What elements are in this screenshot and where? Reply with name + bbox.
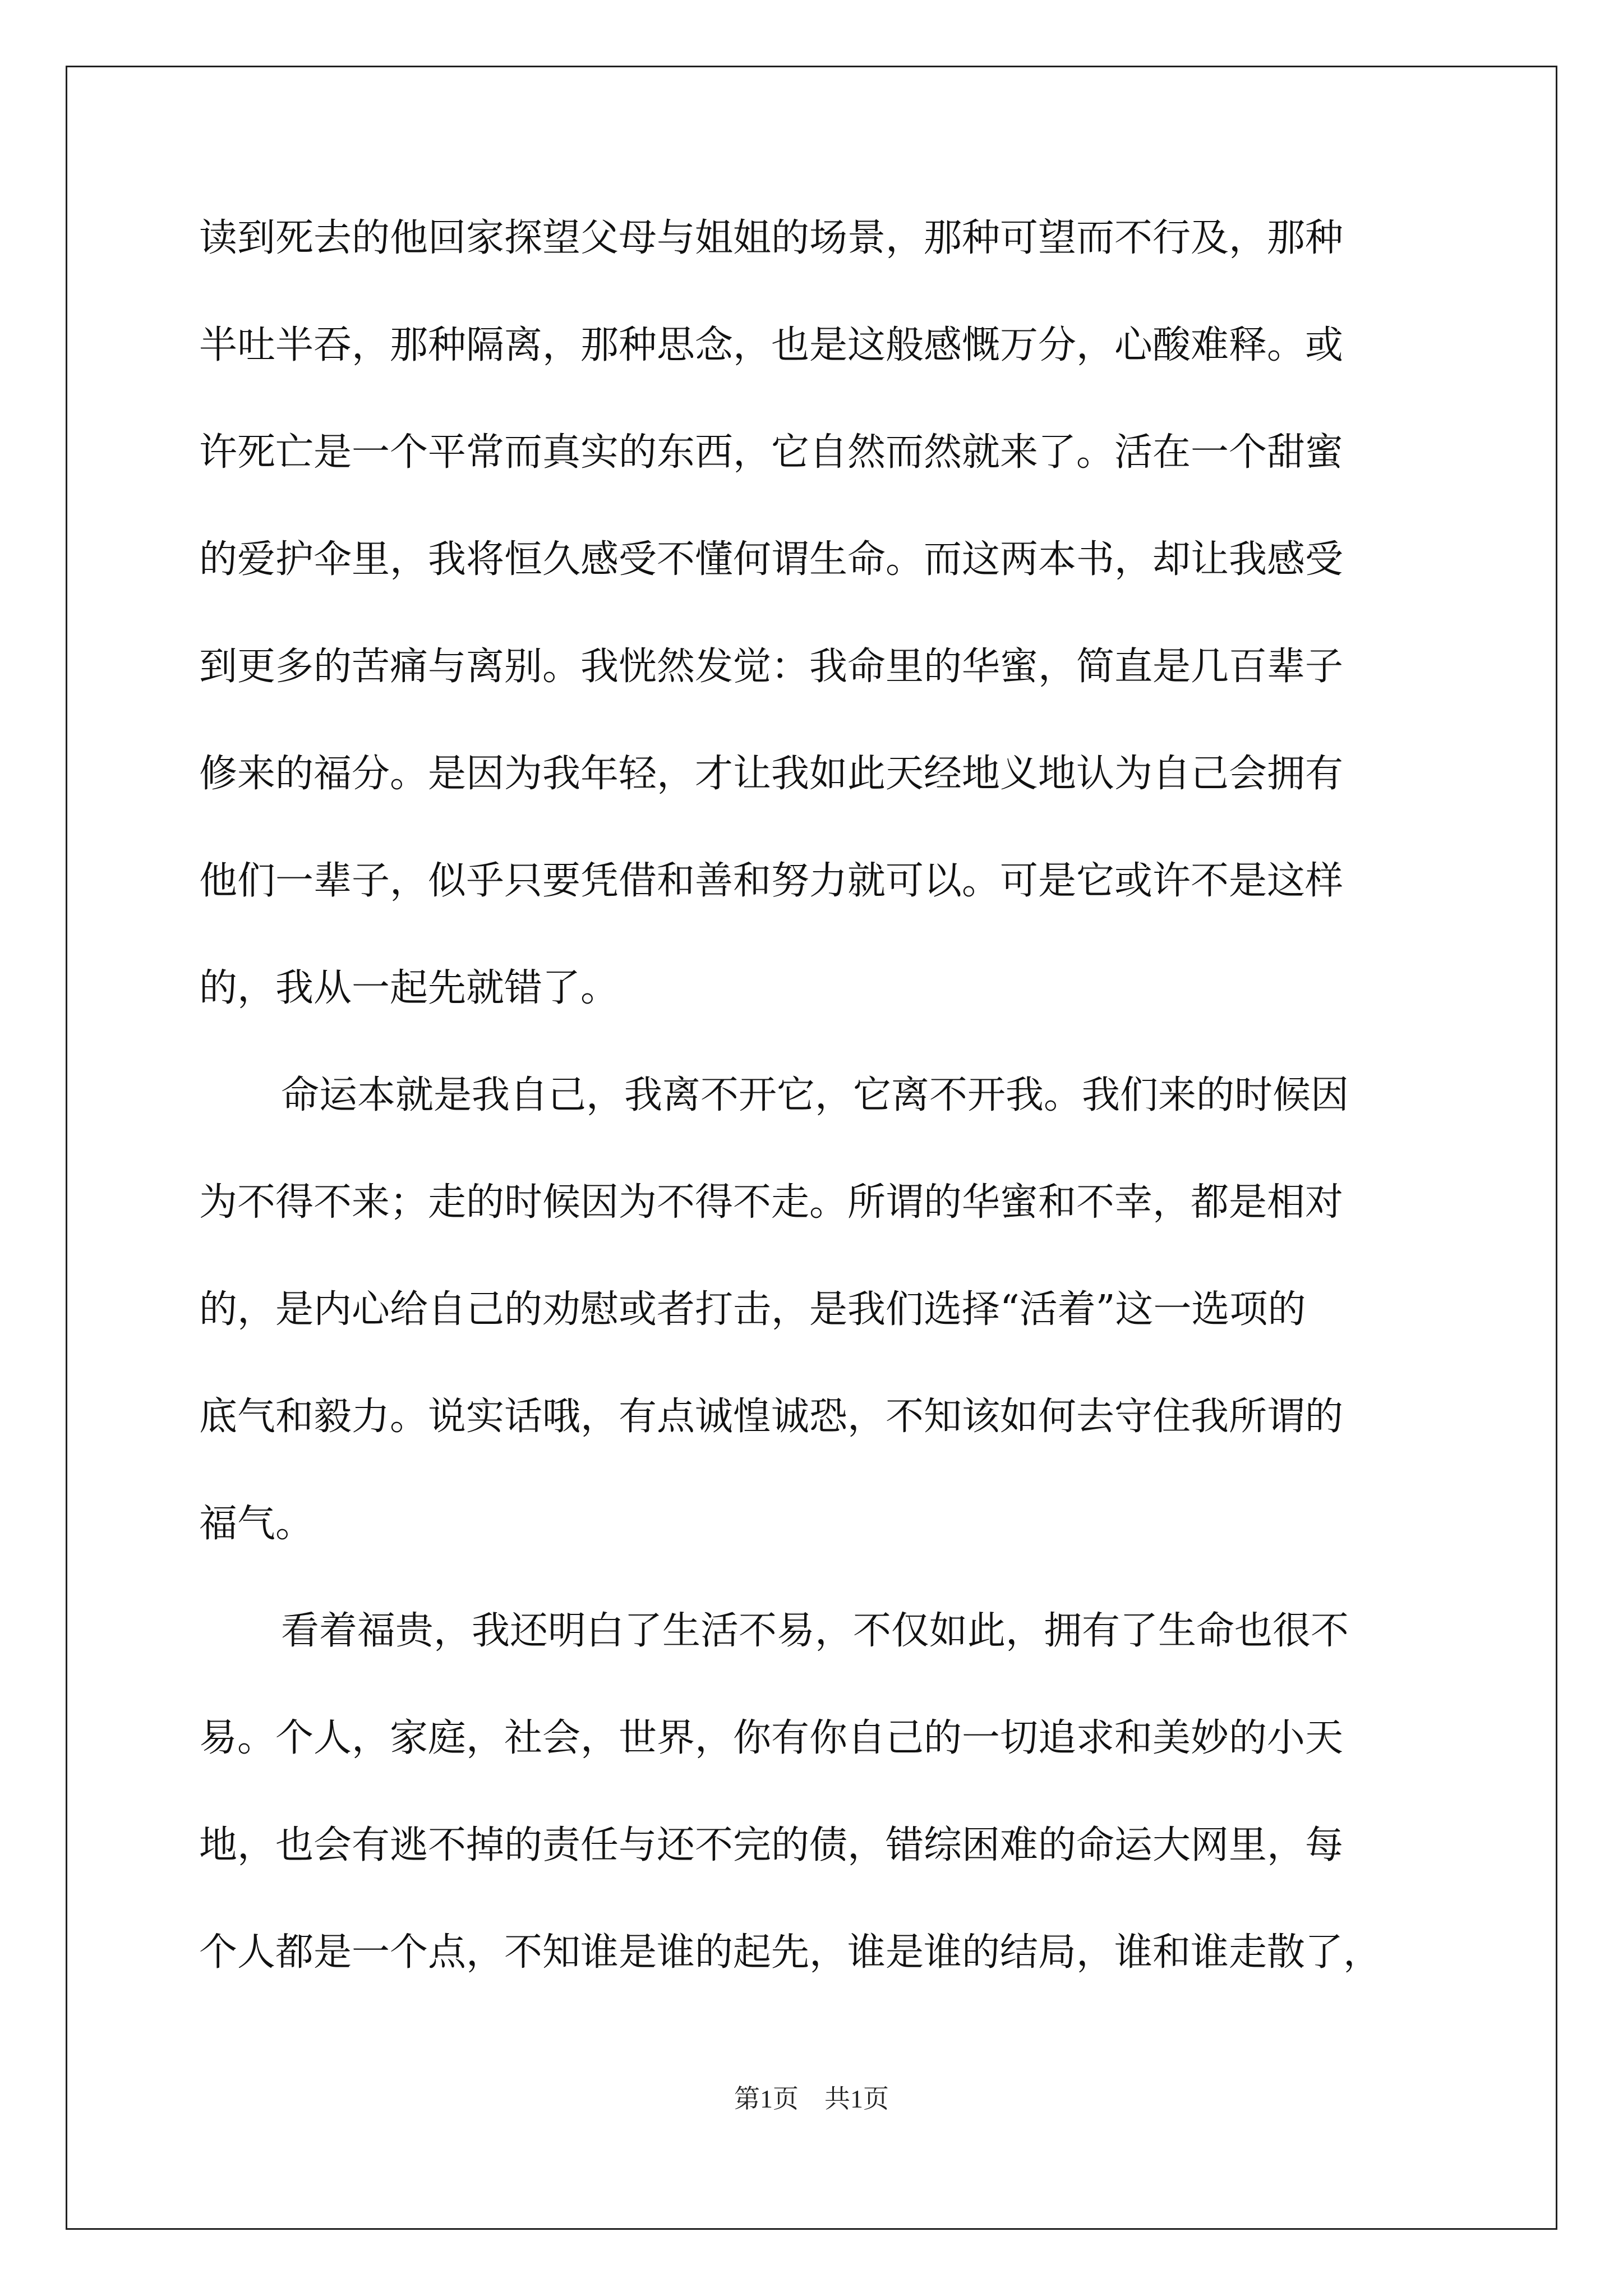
text-line: 修来的福分。是因为我年轻，才让我如此天经地义地认为自己会拥有 [199,752,1344,796]
text-line: 他们一辈子，似乎只要凭借和善和努力就可以。可是它或许不是这样 [199,859,1344,903]
text-line: 的，我从一起先就错了。 [199,966,619,1010]
text-line: 易。个人，家庭，社会，世界，你有你自己的一切追求和美妙的小天 [199,1716,1344,1760]
text-line: 为不得不来；走的时候因为不得不走。所谓的华蜜和不幸，都是相对 [199,1180,1344,1225]
text-line: 个人都是一个点，不知谁是谁的起先，谁是谁的结局，谁和谁走散了， [199,1930,1382,1975]
text-line: 到更多的苦痛与离别。我恍然发觉：我命里的华蜜，简直是几百辈子 [199,645,1344,689]
text-line: 地，也会有逃不掉的责任与还不完的债，错综困难的命运大网里，每 [199,1823,1344,1867]
text-line: 的，是内心给自己的劝慰或者打击，是我们选择“活着”这一选项的 [199,1287,1306,1332]
page-footer [0,2078,1623,2115]
text-line: 底气和毅力。说实话哦，有点诚惶诚恐，不知该如何去守住我所谓的 [199,1395,1344,1439]
page-total: 共1页 [824,2085,889,2113]
text-line: 许死亡是一个平常而真实的东西，它自然而然就来了。活在一个甜蜜 [199,430,1344,475]
text-line: 半吐半吞，那种隔离，那种思念，也是这般感慨万分，心酸难释。或 [199,323,1344,367]
page-number: 第1页 [734,2085,799,2113]
text-line: 读到死去的他回家探望父母与姐姐的场景，那种可望而不行及，那种 [199,216,1344,260]
text-line: 福气。 [199,1502,314,1546]
text-line: 命运本就是我自己，我离不开它，它离不开我。我们来的时候因 [281,1073,1349,1117]
text-line: 的爱护伞里，我将恒久感受不懂何谓生命。而这两本书，却让我感受 [199,537,1344,582]
text-line: 看着福贵，我还明白了生活不易，不仅如此，拥有了生命也很不 [281,1609,1349,1653]
document-body [199,208,1427,2029]
